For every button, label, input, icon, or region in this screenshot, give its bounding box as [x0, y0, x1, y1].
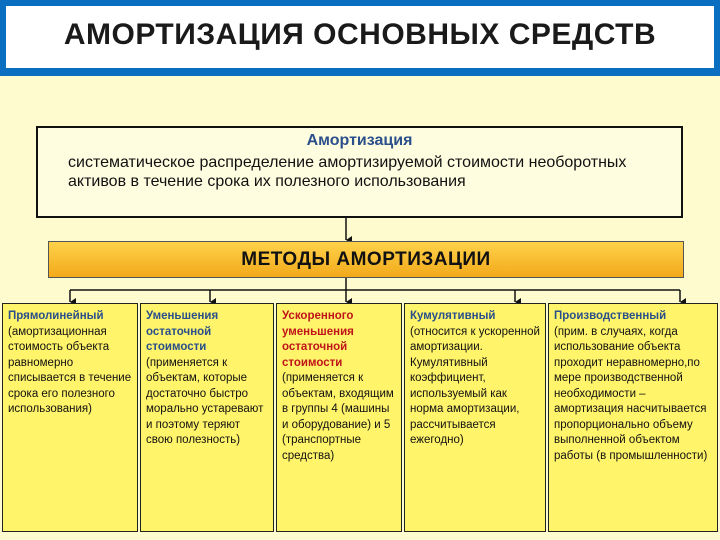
- method-description: (относится к ускоренной амортизации. Кумулятивный коэффициент, используемый как норма амортизации, рассчитывается ежегодно): [410, 325, 540, 446]
- page-title: АМОРТИЗАЦИЯ ОСНОВНЫХ СРЕДСТВ: [63, 18, 657, 51]
- method-name: Кумулятивный: [410, 310, 496, 322]
- method-description: (применяется к объектам, входящим в группы 4 (машины и оборудование) и 5 (транспортные средства): [282, 372, 394, 462]
- method-description: (применяется к объектам, которые достаточно быстро морально устаревают и поэтому теряют свою полезность): [146, 356, 264, 446]
- method-box-straight-line: [2, 303, 138, 532]
- methods-title: МЕТОДЫ АМОРТИЗАЦИИ: [241, 249, 491, 270]
- method-description: (амортизационная стоимость объекта равномерно списывается в течение срока его полезного использования): [8, 325, 132, 415]
- method-name: Ускоренного уменьшения остаточной стоимости: [282, 310, 354, 369]
- method-name: Прямолинейный: [8, 310, 104, 322]
- method-name: Производственный: [554, 310, 667, 322]
- method-description: (прим. в случаях, когда использование объекта проходит неравномерно,по мере производственной необходимости – амортизация насчитывается пропорционально объему выполненной объектом работы (в промышленности): [554, 325, 708, 462]
- definition-box: [36, 126, 683, 218]
- method-box-accelerated-declining-balance: [276, 303, 402, 532]
- method-box-cumulative: [404, 303, 546, 532]
- methods-header-box: [48, 241, 684, 278]
- method-box-declining-balance: [140, 303, 274, 532]
- method-name: Уменьшения остаточной стоимости: [146, 310, 219, 353]
- method-box-production: [548, 303, 718, 532]
- definition-heading: Амортизация: [306, 132, 413, 149]
- definition-text: систематическое распределение амортизируемой стоимости необоротных активов в течение срока их полезного использования: [68, 154, 627, 190]
